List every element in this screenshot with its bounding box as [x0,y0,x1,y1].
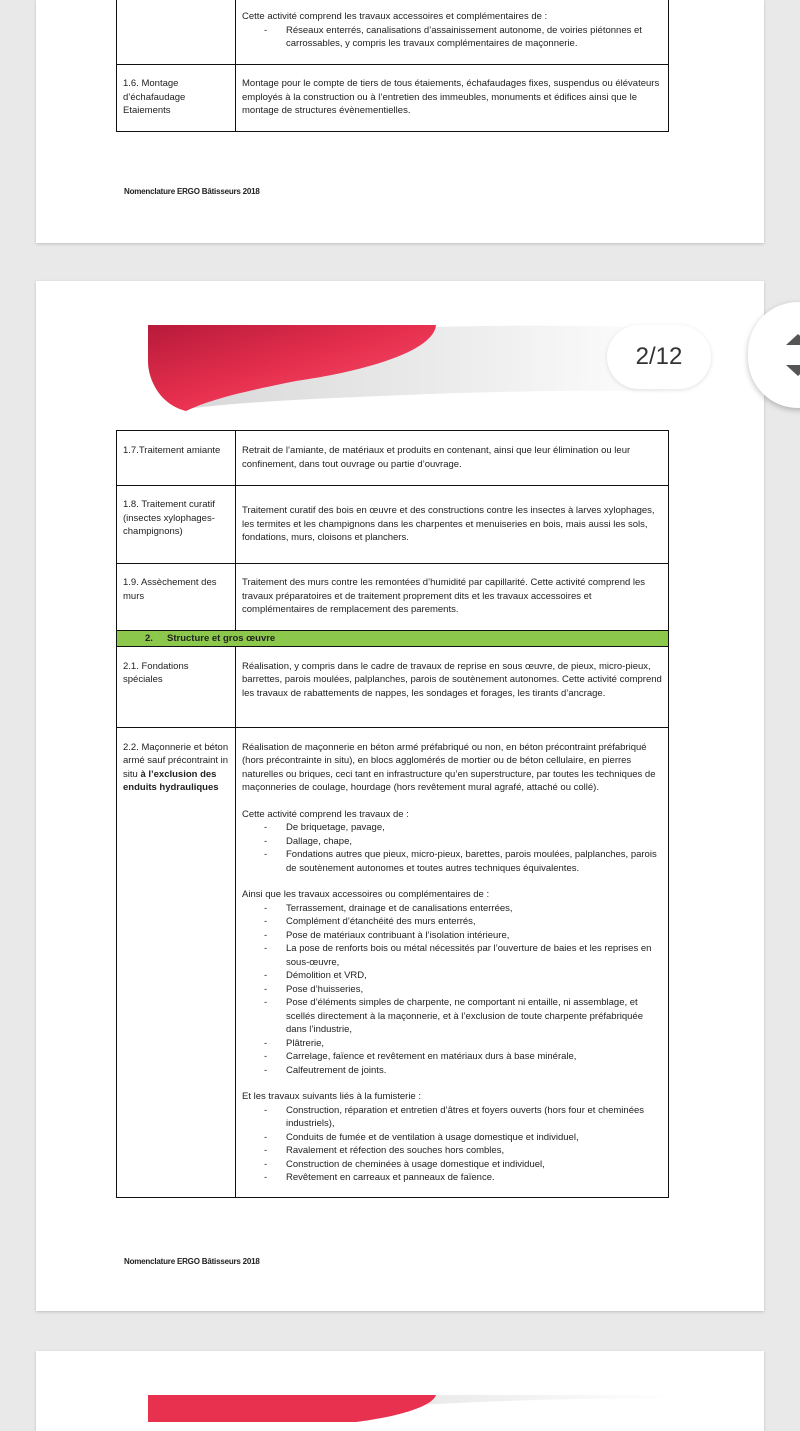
activity-code-cell [117,0,236,65]
activity-table [116,430,669,1198]
table-row [117,0,669,65]
activity-description-cell: Réalisation, y compris dans le cadre de travaux de reprise en sous œuvre, de pieux, micro-pieux, barrettes, parois moulées, palplanches, parois de soutènement autonomes. Cette activité comprend les travaux de rabattements de nappes, les sondages et forages, les tirants d’ancrage. [236,646,669,727]
document-page-3 [36,1351,764,1431]
header-banner-graphic [36,1351,764,1431]
list-item: - Réseaux enterrés, canalisations d’assainissement autonome, de voiries piétonnes et carrossables, y compris les travaux complémentaires de maçonnerie. [286,24,662,51]
list-item: - Plâtrerie, [286,1037,662,1051]
list-item: - Terrassement, drainage et de canalisations enterrées, [286,902,662,916]
activity-description-cell: Montage pour le compte de tiers de tous étaiements, échafaudages fixes, suspendus ou élévateurs employés à la construction ou à l’entretien des immeubles, monuments et édifices ainsi que le montage de structures évènementielles. [236,65,669,132]
activity-description-cell [236,0,669,65]
list-item: - Fondations autres que pieux, micro-pieux, barettes, parois moulées, palplanches, parois de soutènement autonomes et toutes autres techniques équivalentes. [286,848,662,875]
activity-code-cell: 1.7.Traitement amiante [117,431,236,486]
document-page-2 [36,281,764,1311]
activity-code-exclusion: à l’exclusion des enduits hydrauliques [123,768,219,793]
description-intro: Cette activité comprend les travaux accessoires et complémentaires de : [242,11,548,22]
list-item: - Complément d’étanchéité des murs enterrés, [286,915,662,929]
activity-code-cell: 1.6. Montage d’échafaudage Etaiements [117,65,236,132]
page-footer: Nomenclature ERGO Bâtisseurs 2018 [124,187,260,196]
list-item: - La pose de renforts bois ou métal nécessités par l’ouverture de baies et les reprises en sous-œuvre, [286,942,662,969]
section-header-row [117,631,669,647]
section-title-text: Structure et gros œuvre [167,633,276,644]
table-row [117,564,669,631]
table-row [117,727,669,1197]
activity-description-cell: Traitement curatif des bois en œuvre et des constructions contre les insectes à larves xylophages, les termites et les champignons dans les charpentes et menuiseries en bois, mais aussi les sols, fondations, murs, cloisons et planchers. [236,486,669,564]
list-item: - Ravalement et réfection des souches hors combles, [286,1144,662,1158]
page-indicator: 2/12 [607,325,711,389]
section-title [117,631,669,647]
list-item: - Pose de matériaux contribuant à l’isolation intérieure, [286,929,662,943]
list-item: - Dallage, chape, [286,835,662,849]
activity-description-cell: Retrait de l’amiante, de matériaux et produits en contenant, ainsi que leur élimination ou leur confinement, dans tout ouvrage ou partie d’ouvrage. [236,431,669,486]
list-item: - Démolition et VRD, [286,969,662,983]
list-item: - Carrelage, faïence et revêtement en matériaux durs à base minérale, [286,1050,662,1064]
scroll-arrows-icon [782,332,800,378]
section-number: 2. [145,633,153,644]
list-item: - Revêtement en carreaux et panneaux de faïence. [286,1171,662,1185]
activity-description-cell [236,564,669,631]
activity-code-cell: 2.1. Fondations spéciales [117,646,236,727]
description-text: Traitement des murs contre les remontées d’humidité par capillarité. Cette activité comprend les travaux préparatoires et de traitement proprement dits et les travaux accessoires et complémentaires de remplacement des parements. [242,577,646,615]
activity-code-text: 2.2. Maçonnerie et béton armé sauf précontraint in situ [123,741,229,780]
table-row [117,486,669,564]
bullet-list [242,902,662,1078]
activity-code-cell: 1.8. Traitement curatif (insectes xylophages-champignons) [117,486,236,564]
activity-description-cell [236,727,669,1197]
list-item: - Calfeutrement de joints. [286,1064,662,1078]
list-item: - De briquetage, pavage, [286,821,662,835]
bullet-list [242,24,662,51]
activity-code-cell [117,727,236,1197]
activity-code-cell: 1.9. Assèchement des murs [117,564,236,631]
list-intro: Et les travaux suivants liés à la fumisterie : [242,1091,421,1102]
table-row [117,65,669,132]
list-intro: Cette activité comprend les travaux de : [242,808,409,820]
list-item: - Pose d’huisseries, [286,983,662,997]
description-text: Réalisation de maçonnerie en béton armé préfabriqué ou non, en béton précontraint préfabriqué (hors précontrainte in situ), en blocs agglomérés de mortier ou de béton cellulaire, en pierres naturelles ou briques, ceci tant en infrastructure qu’en superstructure, par toutes les techniques de maçonneries de coulage, hourdage (hors revêtement mural agrafé, attaché ou collé). [242,741,656,793]
bullet-list [242,1104,662,1185]
activity-table [116,0,669,132]
list-item: - Construction de cheminées à usage domestique et individuel, [286,1158,662,1172]
list-item: - Conduits de fumée et de ventilation à usage domestique et individuel, [286,1131,662,1145]
list-intro: Ainsi que les travaux accessoires ou complémentaires de : [242,889,490,900]
list-item: - Construction, réparation et entretien d’âtres et foyers ouverts (hors four et cheminées industriels), [286,1104,662,1131]
page-footer: Nomenclature ERGO Bâtisseurs 2018 [124,1257,260,1266]
bullet-list [242,821,662,875]
table-row [117,646,669,727]
document-page-1 [36,0,764,243]
table-row [117,431,669,486]
list-item: - Pose d’éléments simples de charpente, ne comportant ni entaille, ni assemblage, et scellés directement à la maçonnerie, et à l’exclusion de toute charpente préfabriquée dans l’industrie, [286,996,662,1037]
